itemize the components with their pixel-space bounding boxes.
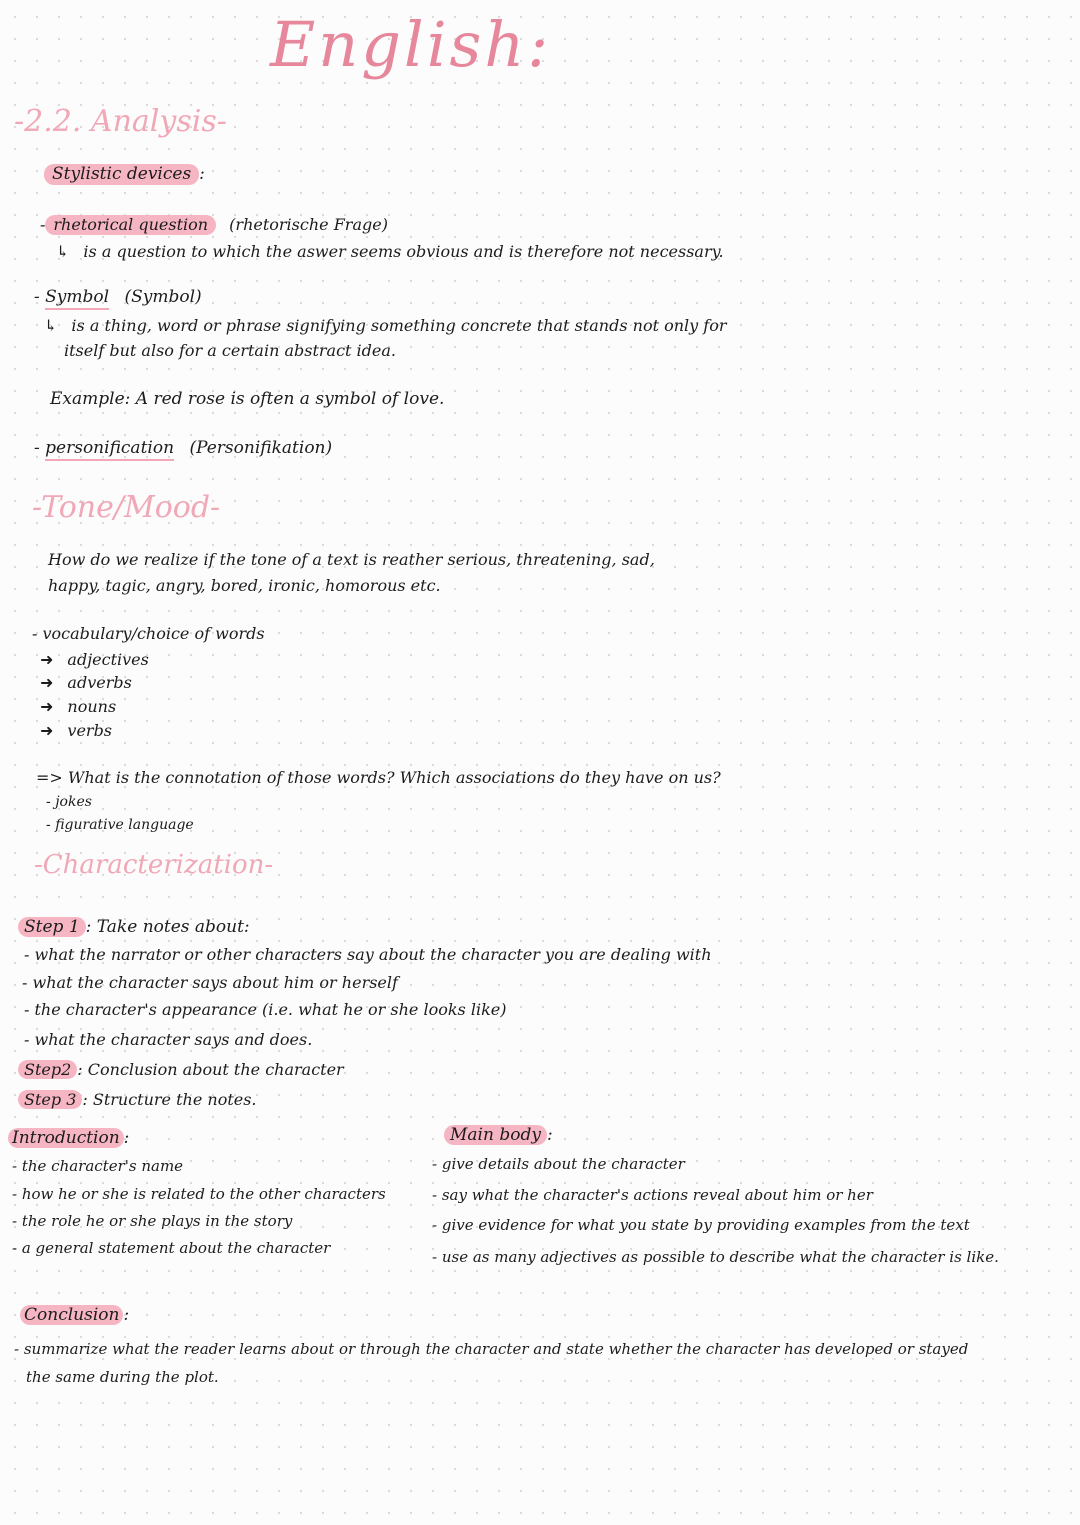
word-type-nouns	[40, 697, 116, 716]
word-type-text: adverbs	[67, 673, 132, 692]
rhetorical-question-german: (rhetorische Frage)	[229, 215, 388, 234]
introduction-label: Introduction :	[8, 1128, 129, 1148]
stylistic-devices-highlight: Stylistic devices	[44, 164, 199, 185]
personification-term-text: personification	[45, 438, 174, 461]
conclusion-line-1: - summarize what the reader learns about or through the character and state whether the character has developed or stayed	[14, 1340, 969, 1358]
word-type-text: adjectives	[67, 650, 149, 669]
conclusion-highlight: Conclusion	[20, 1305, 123, 1325]
step3-text: : Structure the notes.	[82, 1090, 257, 1109]
rhetorical-question-highlight: rhetorical question	[45, 215, 216, 235]
arrow-icon: ➜	[40, 721, 54, 740]
step1	[18, 917, 250, 937]
intro-item: - a general statement about the character	[12, 1239, 331, 1257]
symbol-term-text: Symbol	[45, 287, 109, 310]
intro-item: - the character's name	[12, 1157, 184, 1175]
symbol-example: Example: A red rose is often a symbol of love.	[50, 389, 445, 409]
main-body-item: - give details about the character	[432, 1155, 685, 1173]
symbol-def-text-1: is a thing, word or phrase signifying something concrete that stands not only for	[71, 316, 727, 335]
intro-item: - how he or she is related to the other characters	[12, 1185, 386, 1203]
step3-label: Step 3	[18, 1090, 82, 1109]
main-body-item: - say what the character's actions reveal about him or her	[432, 1186, 873, 1204]
jokes-item: - jokes	[46, 794, 92, 810]
stylistic-devices-label: Stylistic devices :	[44, 164, 205, 184]
introduction-highlight: Introduction	[8, 1128, 124, 1148]
page-title: English:	[270, 8, 552, 81]
personification-german: (Personifikation)	[189, 438, 333, 458]
word-type-text: nouns	[67, 697, 117, 716]
arrow-icon: ➜	[40, 697, 54, 716]
word-type-adverbs	[40, 673, 132, 692]
word-type-text: verbs	[67, 721, 113, 740]
step2-text: : Conclusion about the character	[77, 1060, 344, 1079]
step1-label: Step 1	[18, 917, 86, 937]
figurative-item: - figurative language	[46, 817, 194, 833]
word-type-verbs	[40, 721, 112, 740]
vocabulary-item: - vocabulary/choice of words	[32, 624, 265, 643]
characterization-heading: -Characterization-	[34, 850, 274, 880]
symbol-term: - Symbol (Symbol)	[34, 287, 202, 307]
step2-label: Step2	[18, 1060, 77, 1079]
main-body-label: Main body :	[444, 1125, 553, 1145]
arrow-icon: ➜	[40, 673, 54, 692]
personification-term: - personification (Personifikation)	[34, 438, 332, 458]
main-body-item: - use as many adjectives as possible to describe what the character is like.	[432, 1248, 999, 1266]
conclusion-label: Conclusion :	[20, 1305, 129, 1325]
note-line: - what the narrator or other characters say about the character you are dealing with	[24, 945, 712, 964]
jokes-text: jokes	[55, 794, 92, 810]
rhetorical-question-definition	[56, 242, 724, 261]
arrow-icon: ➜	[40, 650, 54, 669]
connotation-question: => What is the connotation of those words? Which associations do they have on us?	[36, 768, 721, 787]
main-body-item: - give evidence for what you state by providing examples from the text	[432, 1216, 970, 1234]
tone-mood-heading: -Tone/Mood-	[32, 490, 221, 525]
rhetorical-question-def-text: is a question to which the aswer seems obvious and is therefore not necessary.	[83, 242, 724, 261]
vocabulary-text: vocabulary/choice of words	[42, 624, 265, 643]
step1-text: : Take notes about:	[85, 917, 250, 937]
word-type-adjectives	[40, 650, 149, 669]
step2	[18, 1060, 344, 1079]
conclusion-line-2: the same during the plot.	[26, 1368, 219, 1386]
main-body-highlight: Main body	[444, 1125, 547, 1145]
note-line: - what the character says and does.	[24, 1030, 313, 1049]
symbol-german: (Symbol)	[124, 287, 202, 307]
symbol-definition-1	[44, 316, 726, 335]
arrow-icon: ↳	[56, 242, 70, 261]
tone-intro-line-1: How do we realize if the tone of a text is reather serious, threatening, sad,	[48, 550, 655, 569]
figurative-text: figurative language	[55, 817, 194, 833]
symbol-definition-2: itself but also for a certain abstract idea.	[64, 341, 397, 360]
note-line: - what the character says about him or herself	[22, 973, 398, 992]
rhetorical-question-term: - rhetorical question (rhetorische Frage)	[40, 215, 388, 234]
arrow-icon: ↳	[44, 316, 58, 335]
note-line: - the character's appearance (i.e. what he or she looks like)	[24, 1000, 507, 1019]
step3	[18, 1090, 257, 1109]
tone-intro-line-2: happy, tagic, angry, bored, ironic, homorous etc.	[48, 576, 441, 595]
analysis-heading: -2.2. Analysis-	[14, 104, 227, 139]
intro-item: - the role he or she plays in the story	[12, 1212, 293, 1230]
